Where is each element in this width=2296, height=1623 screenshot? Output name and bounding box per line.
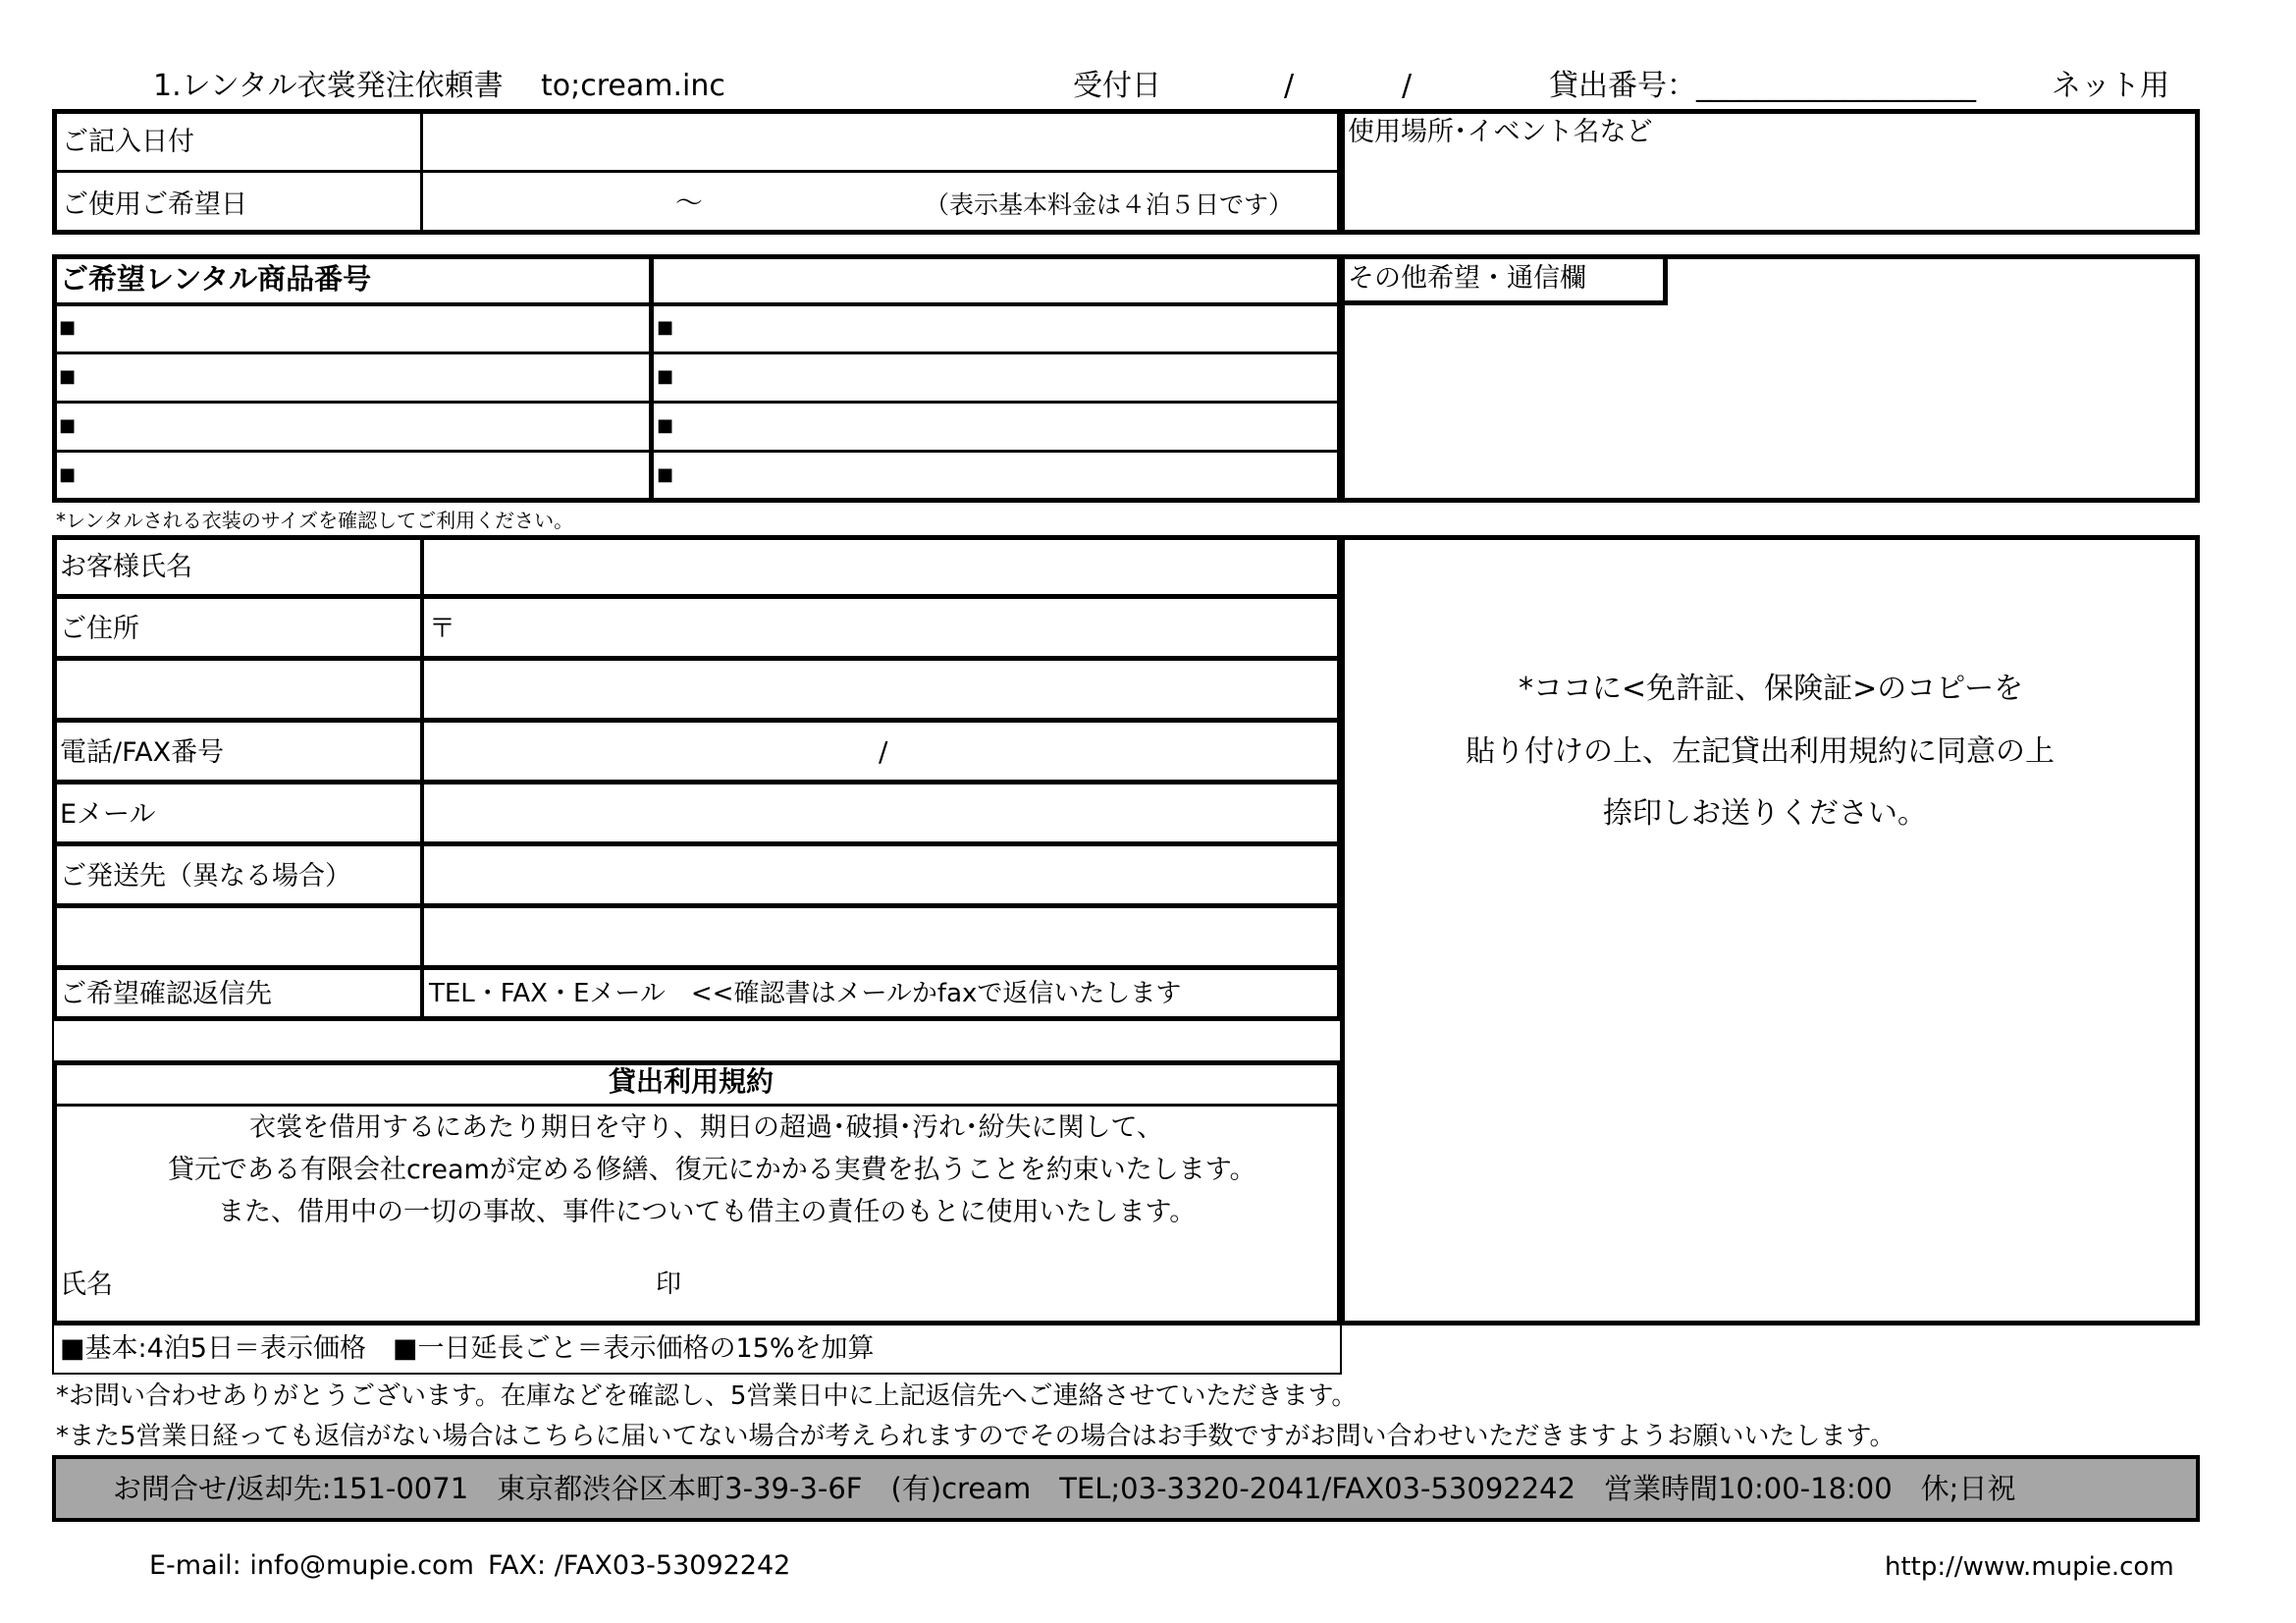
footer-fax: FAX: /FAX03-53092242 [488,1550,791,1581]
products-header-label: ご希望レンタル商品番号 [60,262,372,296]
product-bullet-left-2: ■ [59,366,77,387]
venue-label: 使用場所･イベント名など [1348,117,1653,147]
customer-divider-3 [52,718,1342,723]
customer-divider-7 [52,965,1342,970]
terms-name-field[interactable] [118,1257,648,1312]
product-field-left-1[interactable] [79,306,646,351]
products-divider-h3 [52,401,1342,404]
products-divider-h2 [52,352,1342,354]
product-field-right-4[interactable] [677,454,1337,498]
shipping-address-field-2[interactable] [426,909,1337,964]
product-field-right-1[interactable] [677,306,1337,351]
customer-divider-6 [52,903,1342,908]
other-requests-label: その他希望・通信欄 [1348,263,1586,294]
phone-field[interactable] [426,724,868,779]
product-bullet-left-1: ■ [59,317,77,338]
product-bullet-right-2: ■ [657,366,674,387]
terms-line-2: 貸元である有限会社creamが定める修繕、復元にかかる実費を払うことを約束いたします。 [168,1155,1256,1185]
product-bullet-left-3: ■ [59,415,77,436]
shipping-address-label: ご発送先（異なる場合） [60,861,351,892]
fax-field[interactable] [898,724,1337,779]
product-field-right-3[interactable] [677,405,1337,449]
basic-fee-note: （表示基本料金は４泊５日です） [925,190,1294,219]
date-table-divider-h [52,170,1342,173]
venue-field[interactable] [1345,153,2195,230]
id-copy-instruction-3: 捺印しお送りください。 [1603,796,1927,831]
note-line-1: *お問い合わせありがとうございます。在庫などを確認し、5営業日中に上記返信先へご連絡させていただきます。 [56,1381,1358,1411]
product-bullet-right-3: ■ [657,415,674,436]
received-date-label: 受付日 [1073,69,1161,103]
email-label: Eメール [60,799,156,830]
product-bullet-right-1: ■ [657,317,674,338]
product-field-left-4[interactable] [79,454,646,498]
footer-email[interactable]: E-mail: info@mupie.com [149,1550,474,1581]
address-field-2[interactable] [426,662,1337,717]
address-label: ご住所 [60,614,139,644]
terms-line-1: 衣裳を借用するにあたり期日を守り、期日の超過･破損･汚れ･紛失に関して、 [249,1112,1163,1143]
reply-method-value: TEL・FAX・Eメール <<確認書はメールかfaxで返信いたします [429,979,1182,1008]
postal-mark: 〒 [429,614,455,644]
terms-title-divider [52,1104,1342,1107]
products-divider-h4 [52,450,1342,453]
note-line-2: *また5営業日経っても返信がない場合はこちらに届いてない場合が考えられますのでその場合はお手数ですがお問い合わせいただきますようお願いいたします。 [56,1422,1896,1451]
received-date-slash-2: / [1402,69,1413,103]
customer-divider-5 [52,841,1342,846]
terms-line-3: また、借用中の一切の事故、事件についても借主の責任のもとに使用いたします。 [218,1197,1197,1227]
loan-number-label: 貸出番号：___________________ [1549,69,1976,103]
product-field-left-2[interactable] [79,355,646,400]
product-bullet-right-4: ■ [657,464,674,485]
shipping-address-field-1[interactable] [426,847,1337,902]
pricing-text: ■基本:4泊5日＝表示価格 ■一日延長ごと＝表示価格の15%を加算 [60,1333,875,1364]
id-copy-box [1340,535,2200,1325]
customer-divider-1 [52,594,1342,599]
form-title: 1.レンタル衣裳発注依頼書 [153,69,504,103]
entry-date-field[interactable] [424,112,1339,169]
date-range-tilde: ～ [675,187,704,219]
net-use-label: ネット用 [2052,69,2169,103]
other-requests-field[interactable] [1345,306,2195,498]
entry-date-label: ご記入日付 [62,127,194,157]
reply-method-label: ご希望確認返信先 [60,979,272,1009]
customer-divider-2 [52,656,1342,661]
company-name: to;cream.inc [541,69,725,103]
product-field-left-3[interactable] [79,405,646,449]
terms-title: 貸出利用規約 [609,1065,774,1098]
size-note: *レンタルされる衣装のサイズを確認してご利用ください。 [56,509,574,532]
customer-name-label: お客様氏名 [60,552,192,582]
email-field[interactable] [426,785,1337,840]
contact-bar-text: お問合せ/返却先:151-0071 東京都渋谷区本町3-39-3-6F (有)cream TEL;03-3320-2041/FAX03-53092242 営業時間10:00-18:00 休;日祝 [113,1472,2016,1505]
customer-divider-v [420,535,424,1021]
products-divider-v [649,254,654,503]
spacer-row [52,1021,1342,1062]
received-date-slash-1: / [1284,69,1295,103]
terms-name-label: 氏名 [60,1270,113,1300]
id-copy-instruction-2: 貼り付けの上、左記貸出利用規約に同意の上 [1466,734,2055,769]
phone-fax-slash: / [879,735,888,768]
address-field-1[interactable] [461,600,1337,655]
customer-divider-4 [52,780,1342,784]
terms-seal-label: 印 [656,1270,682,1299]
customer-name-field[interactable] [426,540,1337,593]
product-bullet-left-4: ■ [59,464,77,485]
phone-fax-label: 電話/FAX番号 [60,737,225,768]
footer-url[interactable]: http://www.mupie.com [1885,1552,2174,1582]
id-copy-instruction-1: *ココに<免許証、保険証>のコピーを [1519,672,2024,706]
product-field-right-2[interactable] [677,355,1337,400]
desired-date-label: ご使用ご希望日 [62,189,247,220]
